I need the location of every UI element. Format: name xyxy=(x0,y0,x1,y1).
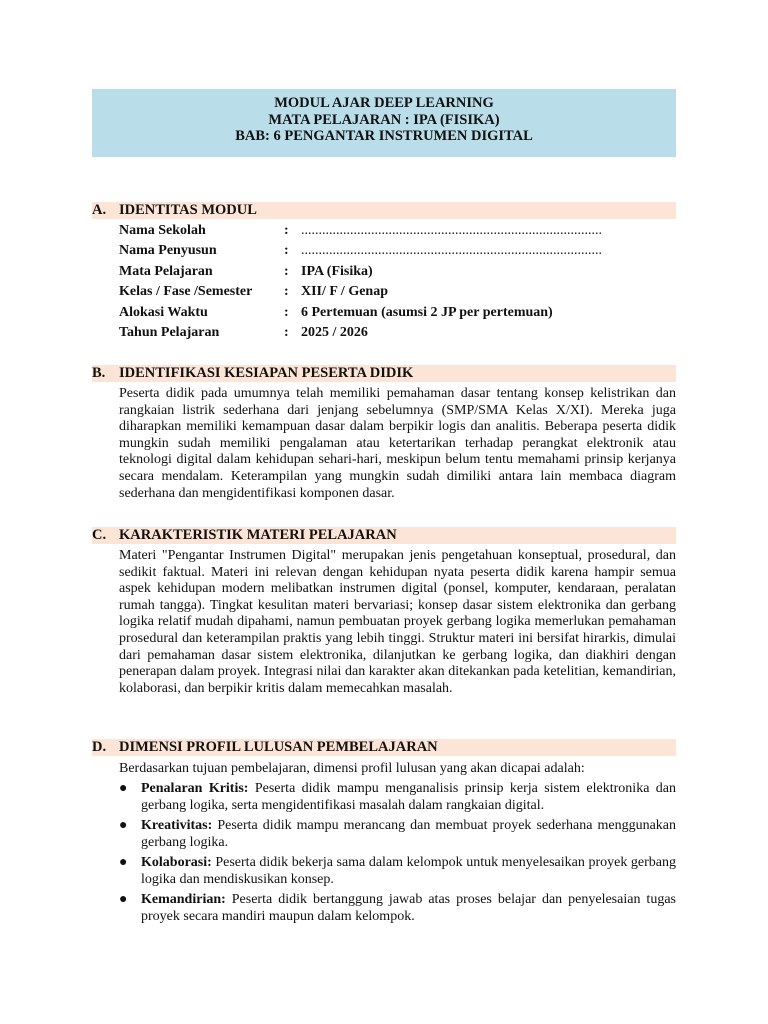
bullet-icon: ● xyxy=(119,855,128,870)
list-item-term: Kemandirian: xyxy=(141,892,226,907)
section-a-heading xyxy=(92,202,676,219)
identity-label: Nama Penyusun xyxy=(119,243,217,258)
list-item-text: Peserta didik mampu merancang dan membuat proyek sederhana menggunakan gerbang logika. xyxy=(141,818,676,850)
identity-value: 6 Pertemuan (asumsi 2 JP per pertemuan) xyxy=(301,305,553,320)
section-c-title: KARAKTERISTIK MATERI PELAJARAN xyxy=(119,527,397,543)
list-item-text: Peserta didik mampu menganalisis prinsip kerja sistem elektronika dan gerbang logika, serta mengidentifikasi masalah dalam rangkaian digital. xyxy=(141,781,676,813)
identity-value: IPA (Fisika) xyxy=(301,264,373,279)
list-item-content xyxy=(141,780,676,814)
subject-title: MATA PELAJARAN : IPA (FISIKA) xyxy=(268,111,500,128)
list-item-term: Kolaborasi: xyxy=(141,855,212,870)
chapter-title: BAB: 6 PENGANTAR INSTRUMEN DIGITAL xyxy=(235,128,533,144)
section-b-heading xyxy=(92,365,676,382)
module-title-box xyxy=(92,89,676,157)
list-item-text: Peserta didik bekerja sama dalam kelompok untuk menyelesaikan proyek gerbang logika dan mendiskusikan konsep. xyxy=(141,855,676,887)
section-d-intro: Berdasarkan tujuan pembelajaran, dimensi profil lulusan yang akan dicapai adalah: xyxy=(119,761,585,776)
section-d-heading xyxy=(92,739,676,756)
list-item-term: Penalaran Kritis: xyxy=(141,781,249,796)
identity-label: Mata Pelajaran xyxy=(119,264,213,279)
section-a-title: IDENTITAS MODUL xyxy=(119,202,257,218)
section-a-letter: A. xyxy=(92,202,107,218)
list-item-term: Kreativitas: xyxy=(141,818,213,833)
bullet-icon: ● xyxy=(119,892,128,907)
identity-label: Kelas / Fase /Semester xyxy=(119,284,253,299)
section-b-title: IDENTIFIKASI KESIAPAN PESERTA DIDIK xyxy=(119,365,414,381)
section-d-letter: D. xyxy=(92,739,107,755)
bullet-icon: ● xyxy=(119,781,128,796)
section-d-title: DIMENSI PROFIL LULUSAN PEMBELAJARAN xyxy=(119,739,438,755)
list-item-content xyxy=(141,817,676,851)
identity-label: Tahun Pelajaran xyxy=(119,325,220,340)
section-c-paragraph: Materi "Pengantar Instrumen Digital" merupakan jenis pengetahuan konseptual, prosedural, dan sedikit faktual. Materi ini relevan dengan kehidupan nyata peserta didik karena hampir semua aspek kehidupan modern melibatkan instrumen digital (ponsel, komputer, kendaraan, peralatan rumah tangga). Tingkat kesulitan materi bervariasi; konsep dasar sistem elektronika dan gerbang logika relatif mudah dipahami, namun pembuatan proyek gerbang logika memerlukan pemahaman prosedural dan keterampilan praktis yang lebih tinggi. Struktur materi ini bersifat hirarkis, dimulai dari pemahaman dasar sistem elektronika, dilanjutkan ke gerbang logika, dan diakhiri dengan penerapan dalam proyek. Integrasi nilai dan karakter akan ditekankan pada ketelitian, kemandirian, kolaborasi, dan berpikir kritis dalam memecahkan masalah. xyxy=(119,548,676,696)
identity-colon: : xyxy=(284,305,289,320)
identity-colon: : xyxy=(284,284,289,299)
identity-colon: : xyxy=(284,223,289,238)
section-c-heading xyxy=(92,527,676,544)
identity-label: Nama Sekolah xyxy=(119,223,206,238)
section-c-letter: C. xyxy=(92,527,107,543)
list-item-content xyxy=(141,891,676,925)
module-title: MODUL AJAR DEEP LEARNING xyxy=(274,95,494,111)
list-item-content xyxy=(141,854,676,888)
identity-value: ...................................................................................... xyxy=(301,243,602,258)
identity-value: 2025 / 2026 xyxy=(301,325,368,340)
identity-value: ...................................................................................... xyxy=(301,223,602,238)
identity-colon: : xyxy=(284,325,289,340)
identity-value: XII/ F / Genap xyxy=(301,284,388,299)
identity-label: Alokasi Waktu xyxy=(119,305,208,320)
bullet-icon: ● xyxy=(119,818,128,833)
identity-colon: : xyxy=(284,264,289,279)
list-item-text: Peserta didik bertanggung jawab atas proses belajar dan penyelesaian tugas proyek secara mandiri maupun dalam kelompok. xyxy=(141,892,676,924)
section-b-paragraph: Peserta didik pada umumnya telah memiliki pemahaman dasar tentang konsep kelistrikan dan rangkaian listrik sederhana dari jenjang sebelumnya (SMP/SMA Kelas X/XI). Mereka juga diharapkan memiliki kemampuan dasar dalam berpikir logis dan analitis. Beberapa peserta didik mungkin sudah memiliki pengalaman atau ketertarikan terhadap perangkat elektronik atau teknologi digital dalam kehidupan sehari-hari, meskipun belum tentu memahami prinsip kerjanya secara mendalam. Keterampilan yang mungkin sudah dimiliki antara lain membaca diagram sederhana dan mengidentifikasi komponen dasar. xyxy=(119,386,676,501)
section-b-letter: B. xyxy=(92,365,106,381)
identity-colon: : xyxy=(284,243,289,258)
